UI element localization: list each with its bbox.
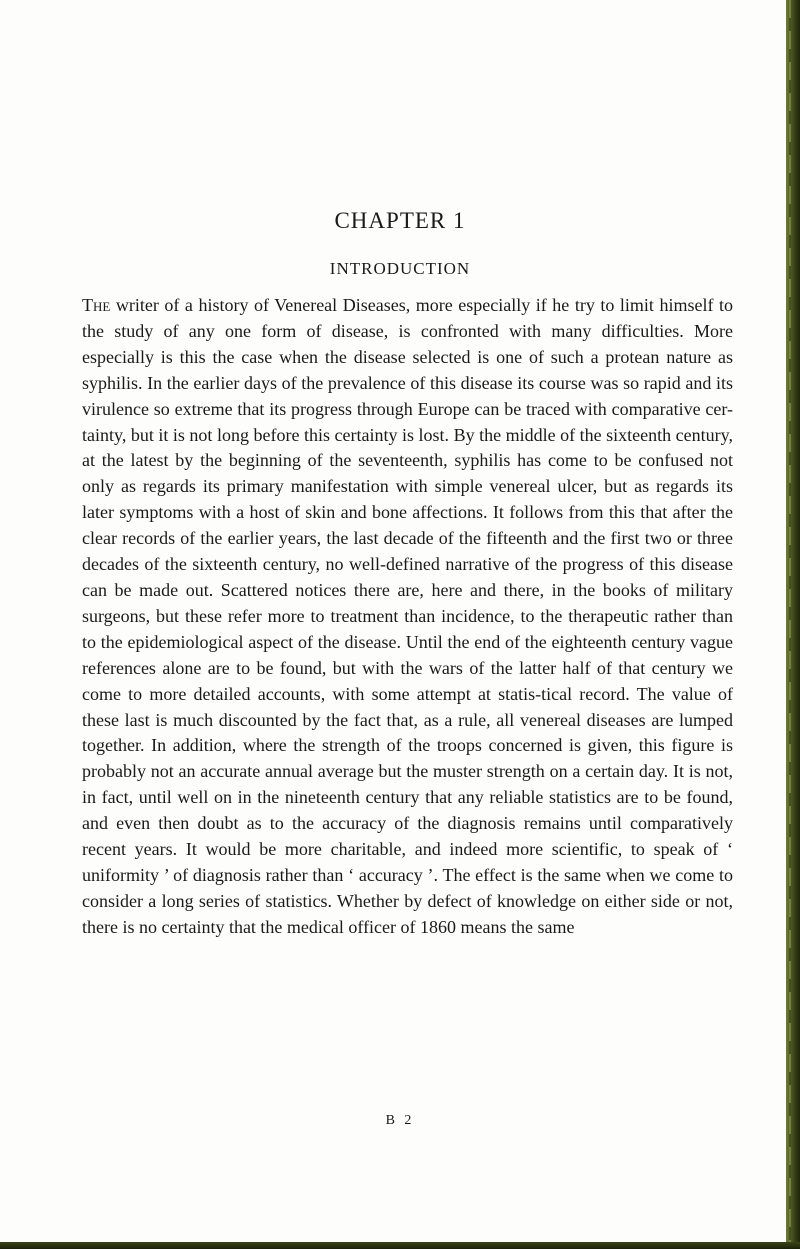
body-paragraph (82, 293, 733, 941)
book-bottom-edge (0, 1242, 800, 1249)
body-text: writer of a history of Venereal Diseases, more especially if he try to limit himself to the study of any one form of disease, is confronted with many difficulties. More especially is this the case when the disease selected is one of such a protean nature as syphilis. In the earlier days of the prevalence of this disease its course was so rapid and its virulence so extreme that its progress through Europe can be traced with comparative cer-tainty, but it is not long before this certainty is lost. By the middle of the sixteenth century, at the latest by the beginning of the seventeenth, syphilis has come to be confused not only as regards its primary manifestation with simple venereal ulcer, but as regards its later symptoms with a host of skin and bone affections. It follows from this that after the clear records of the earlier years, the last decade of the fifteenth and the first two or three decades of the sixteenth century, no well-defined narrative of the progress of this disease can be made out. Scattered notices there are, here and there, in the books of military surgeons, but these refer more to treatment than incidence, to the therapeutic rather than to the epidemiological aspect of the disease. Until the end of the eighteenth century vague references alone are to be found, but with the wars of the latter half of that century we come to more detailed accounts, with some attempt at statis-tical record. The value of these last is much discounted by the fact that, as a rule, all venereal diseases are lumped together. In addition, where the strength of the troops concerned is given, this figure is probably not an accurate annual average but the muster strength on a certain day. It is not, in fact, until well on in the nineteenth century that any reliable statistics are to be found, and even then doubt as to the accuracy of the diagnosis remains until comparatively recent years. It would be more charitable, and indeed more scientific, to speak of ‘ uniformity ’ of diagnosis rather than ‘ accuracy ’. The effect is the same when we come to consider a long series of statistics. Whether by defect of knowledge on either side or not, there is no certainty that the medical officer of 1860 means the same (82, 295, 734, 937)
section-title: INTRODUCTION (329, 259, 471, 278)
signature-mark: B 2 (385, 1113, 415, 1128)
lead-word: The (82, 295, 111, 315)
chapter-title: CHAPTER 1 (334, 208, 466, 233)
book-edge (786, 0, 800, 1249)
